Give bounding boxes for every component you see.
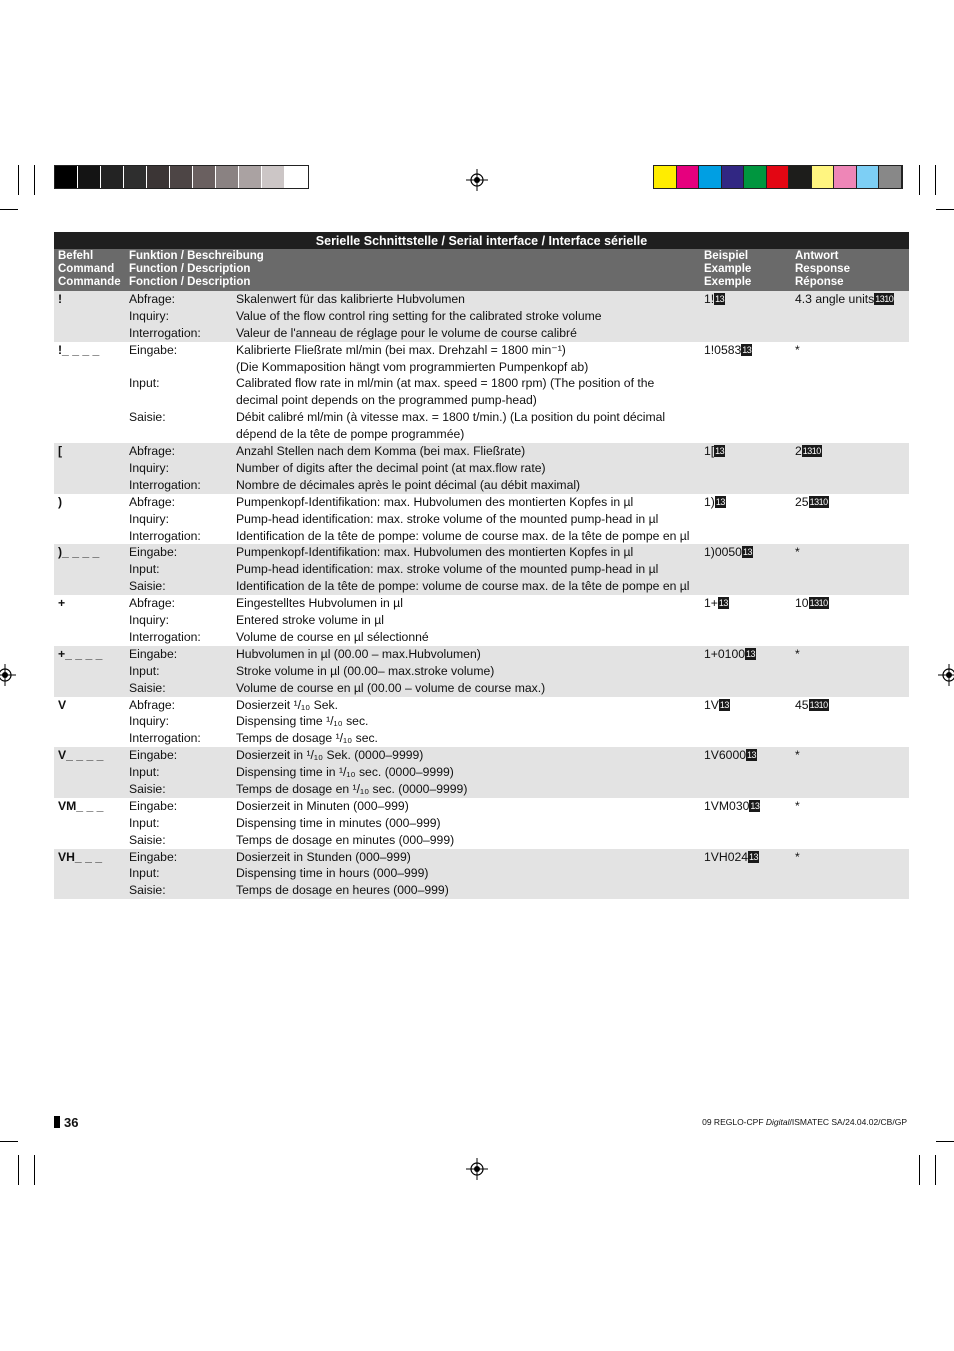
example-text: 1+ — [704, 596, 718, 611]
key-code-icon: 13 — [715, 496, 725, 507]
label-text: Saisie: — [129, 832, 166, 847]
example-cell — [704, 342, 752, 359]
example-text: 1!0583 — [704, 342, 742, 357]
label-text: Abfrage: — [129, 596, 176, 611]
serial-interface-table — [54, 232, 909, 899]
label-text: Saisie: — [129, 410, 166, 425]
label-text: Eingabe: — [129, 646, 178, 661]
gray-swatch — [170, 166, 193, 188]
answer-cell — [795, 798, 800, 815]
description-text: Number of digits after the decimal point (at max.flow rate) — [236, 460, 546, 475]
example-text: 1! — [704, 292, 715, 306]
description-text: Kalibrierte Fließrate ml/min (bei max. Drehzahl = 1800 min⁻¹) — [236, 342, 566, 357]
grayscale-calibration-bar — [54, 165, 309, 189]
example-cell — [704, 544, 753, 561]
label-text: Saisie: — [129, 680, 166, 695]
command-cell: ) — [58, 494, 63, 509]
answer-cell — [795, 544, 800, 561]
description-text: Dosierzeit in Minuten (000–999) — [236, 798, 409, 813]
answer-text: 10 — [795, 596, 809, 611]
key-code-icon: 13 — [742, 344, 752, 355]
command-cell: )_ _ _ _ — [58, 545, 100, 560]
table-row — [54, 494, 909, 545]
example-cell — [704, 646, 756, 663]
description-cell — [236, 595, 706, 646]
example-cell — [704, 798, 760, 815]
answer-cell — [795, 443, 822, 460]
example-text: 1+0100 — [704, 646, 746, 661]
example-cell — [704, 595, 729, 612]
key-code-icon: 1310 — [875, 294, 894, 304]
crop-mark — [936, 209, 954, 210]
description-text: Temps de dosage en heures (000–999) — [236, 883, 449, 898]
label-text: Saisie: — [129, 781, 166, 796]
description-text: Volume de course en µl sélectionné — [236, 629, 429, 644]
table-row — [54, 646, 909, 697]
key-code-icon: 13 — [719, 699, 729, 710]
table-row — [54, 291, 909, 342]
label-text: Abfrage: — [129, 292, 176, 306]
table-row — [54, 747, 909, 798]
gray-swatch — [147, 166, 170, 188]
answer-text: 45 — [795, 697, 809, 712]
label-text — [129, 392, 177, 409]
key-code-icon: 13 — [749, 851, 759, 862]
answer-cell — [795, 646, 800, 663]
table-row — [54, 697, 909, 748]
description-text: Eingestelltes Hubvolumen in µl — [236, 596, 403, 611]
label-text: Saisie: — [129, 579, 166, 594]
header-command: Befehl Command Commande — [58, 250, 121, 288]
crop-mark — [34, 1155, 35, 1185]
command-cell: VM_ _ _ — [58, 798, 104, 813]
command-cell: !_ _ _ _ — [58, 342, 100, 357]
key-code-icon: 13 — [718, 598, 728, 609]
key-code-icon: 13 — [747, 750, 757, 761]
label-cell — [129, 544, 177, 595]
description-text: Value of the flow control ring setting for the calibrated stroke volume — [236, 308, 602, 323]
table-row — [54, 544, 909, 595]
label-text: Abfrage: — [129, 494, 176, 509]
label-text — [129, 359, 177, 376]
label-text: Input: — [129, 815, 160, 830]
description-text: Pump-head identification: max. stroke volume of the mounted pump-head in µl — [236, 511, 659, 526]
description-cell — [236, 849, 706, 900]
crop-mark — [18, 165, 19, 195]
gray-swatch — [193, 166, 216, 188]
label-text: Eingabe: — [129, 545, 178, 560]
label-text: Inquiry: — [129, 308, 169, 323]
description-text: Dispensing time in minutes (000–999) — [236, 815, 441, 830]
key-code-icon: 1310 — [809, 699, 828, 710]
label-cell — [129, 443, 201, 494]
description-text: Pumpenkopf-Identifikation: max. Hubvolumen des montierten Kopfes in µl — [236, 545, 634, 560]
color-swatch — [812, 166, 835, 188]
description-text: Dosierzeit in Stunden (000–999) — [236, 849, 411, 864]
gray-swatch — [216, 166, 239, 188]
example-text: 1)0050 — [704, 545, 742, 560]
color-swatch — [767, 166, 790, 188]
table-row — [54, 595, 909, 646]
command-cell: +_ _ _ _ — [58, 646, 103, 661]
gray-swatch — [78, 166, 101, 188]
answer-cell — [795, 747, 800, 764]
label-text: Input: — [129, 663, 160, 678]
table-row — [54, 798, 909, 849]
label-text: Abfrage: — [129, 697, 176, 712]
crop-mark — [935, 1155, 936, 1185]
answer-cell — [795, 849, 800, 866]
registration-mark-icon — [466, 169, 488, 191]
crop-mark — [919, 1155, 920, 1185]
label-text: Interrogation: — [129, 477, 201, 492]
header-example: Beispiel Example Exemple — [704, 250, 752, 288]
example-cell — [704, 849, 759, 866]
description-cell — [236, 697, 706, 748]
description-text: decimal point depends on the programmed pump-head) — [236, 393, 537, 408]
label-text: Eingabe: — [129, 342, 178, 357]
description-text: Hubvolumen in µl (00.00 – max.Hubvolumen) — [236, 646, 481, 661]
gray-swatch — [285, 166, 308, 188]
example-text: 1[ — [704, 444, 715, 459]
answer-text: 4.3 angle units — [795, 292, 875, 306]
example-text: 1) — [704, 494, 715, 509]
answer-text: * — [795, 545, 800, 560]
color-swatch — [879, 166, 902, 188]
description-cell — [236, 443, 706, 494]
label-cell — [129, 798, 177, 849]
example-text: 1VH024 — [704, 849, 749, 864]
description-text: Nombre de décimales après le point décimal (au débit maximal) — [236, 477, 581, 492]
answer-cell — [795, 697, 829, 714]
color-swatch — [699, 166, 722, 188]
answer-text: * — [795, 798, 800, 813]
answer-cell — [795, 494, 829, 511]
description-text: Dosierzeit ¹/₁₀ Sek. — [236, 697, 338, 712]
label-text: Interrogation: — [129, 629, 201, 644]
crop-mark — [0, 209, 18, 210]
example-text: 1V — [704, 697, 719, 712]
table-row — [54, 849, 909, 900]
description-text: Pump-head identification: max. stroke volume of the mounted pump-head in µl — [236, 562, 659, 577]
table-title: Serielle Schnittstelle / Serial interface / Interface sérielle — [54, 232, 909, 249]
key-code-icon: 13 — [746, 648, 756, 659]
label-text: Interrogation: — [129, 325, 201, 340]
description-text: Dispensing time in ¹/₁₀ sec. (0000–9999) — [236, 765, 454, 780]
page-marker — [54, 1116, 60, 1128]
color-swatch — [722, 166, 745, 188]
description-text: Dosierzeit in ¹/₁₀ Sek. (0000–9999) — [236, 748, 424, 763]
registration-mark-icon — [466, 1158, 488, 1180]
label-text: Input: — [129, 376, 160, 391]
label-cell — [129, 747, 177, 798]
answer-text: * — [795, 646, 800, 661]
key-code-icon: 13 — [742, 547, 752, 558]
registration-mark-icon — [938, 664, 954, 686]
key-code-icon: 13 — [750, 800, 760, 811]
description-cell — [236, 747, 706, 798]
label-cell — [129, 494, 201, 545]
description-cell — [236, 291, 706, 342]
table-header — [54, 249, 909, 291]
label-text: Abfrage: — [129, 444, 176, 459]
label-text: Saisie: — [129, 883, 166, 898]
example-cell — [704, 747, 757, 764]
answer-cell — [795, 595, 829, 612]
answer-text: 25 — [795, 494, 809, 509]
answer-text: 2 — [795, 444, 802, 459]
label-cell — [129, 342, 177, 443]
description-text: Débit calibré ml/min (à vitesse max. = 1800 t/min.) (La position du point décimal — [236, 410, 666, 425]
command-cell: V — [58, 697, 67, 712]
description-cell — [236, 646, 706, 697]
color-swatch — [677, 166, 700, 188]
label-text: Eingabe: — [129, 748, 178, 763]
label-text: Inquiry: — [129, 460, 169, 475]
answer-text: * — [795, 748, 800, 763]
answer-cell — [795, 291, 894, 308]
color-swatch — [834, 166, 857, 188]
answer-text: * — [795, 342, 800, 357]
gray-swatch — [124, 166, 147, 188]
gray-swatch — [262, 166, 285, 188]
example-cell — [704, 291, 725, 308]
description-text: dépend de la tête de pompe programmée) — [236, 427, 465, 442]
crop-mark — [936, 1141, 954, 1142]
description-text: Identification de la tête de pompe: volume de course max. de la tête de pompe en µl — [236, 579, 690, 594]
description-text: Dispensing time in hours (000–999) — [236, 866, 429, 881]
label-text: Interrogation: — [129, 528, 201, 543]
page-number: 36 — [54, 1115, 78, 1130]
document-reference: 09 REGLO-CPF Digital/ISMATEC SA/24.04.02/CB/GP — [702, 1117, 907, 1127]
color-swatch — [857, 166, 880, 188]
description-cell — [236, 494, 706, 545]
key-code-icon: 1310 — [802, 446, 821, 457]
label-text: Input: — [129, 562, 160, 577]
example-cell — [704, 443, 725, 460]
table-body — [54, 291, 909, 899]
description-text: Valeur de l'anneau de réglage pour le volume de course calibré — [236, 325, 577, 340]
label-text: Eingabe: — [129, 798, 178, 813]
description-text: Skalenwert für das kalibrierte Hubvolumen — [236, 292, 465, 306]
color-swatch — [744, 166, 767, 188]
label-text: Interrogation: — [129, 731, 201, 746]
description-cell — [236, 544, 706, 595]
description-text: Dispensing time ¹/₁₀ sec. — [236, 714, 369, 729]
description-text: Identification de la tête de pompe: volume de course max. de la tête de pompe en µl — [236, 528, 690, 543]
command-cell: VH_ _ _ — [58, 849, 103, 864]
label-text: Input: — [129, 765, 160, 780]
registration-mark-icon — [0, 664, 16, 686]
description-text: Entered stroke volume in µl — [236, 613, 384, 628]
description-text: (Die Kommaposition hängt vom programmierten Pumpenkopf ab) — [236, 359, 589, 374]
header-response: Antwort Response Réponse — [795, 250, 850, 288]
crop-mark — [919, 165, 920, 195]
table-row — [54, 443, 909, 494]
label-text: Inquiry: — [129, 511, 169, 526]
answer-cell — [795, 342, 800, 359]
key-code-icon: 1310 — [809, 496, 828, 507]
label-text: Inquiry: — [129, 714, 169, 729]
key-code-icon: 13 — [715, 446, 725, 457]
key-code-icon: 13 — [715, 294, 725, 304]
header-function: Funktion / Beschreibung Function / Description Fonction / Description — [129, 250, 264, 288]
crop-mark — [0, 1141, 18, 1142]
description-text: Volume de course en µl (00.00 – volume de course max.) — [236, 680, 546, 695]
description-text: Calibrated flow rate in ml/min (at max. speed = 1800 rpm) (The position of the — [236, 376, 655, 391]
gray-swatch — [239, 166, 262, 188]
example-cell — [704, 494, 726, 511]
table-row — [54, 342, 909, 443]
description-text: Pumpenkopf-Identifikation: max. Hubvolumen des montierten Kopfes in µl — [236, 494, 634, 509]
color-calibration-bar — [653, 165, 903, 189]
description-text: Temps de dosage en minutes (000–999) — [236, 832, 455, 847]
label-cell — [129, 595, 201, 646]
color-swatch — [654, 166, 677, 188]
description-text: Anzahl Stellen nach dem Komma (bei max. Fließrate) — [236, 444, 526, 459]
label-cell — [129, 697, 201, 748]
description-text: Temps de dosage en ¹/₁₀ sec. (0000–9999) — [236, 781, 468, 796]
example-text: 1VM030 — [704, 798, 750, 813]
color-swatch — [789, 166, 812, 188]
command-cell: ! — [58, 292, 63, 306]
label-text: Inquiry: — [129, 613, 169, 628]
gray-swatch — [101, 166, 124, 188]
description-text: Temps de dosage ¹/₁₀ sec. — [236, 731, 378, 746]
answer-text: * — [795, 849, 800, 864]
gray-swatch — [55, 166, 78, 188]
description-cell — [236, 342, 706, 443]
label-cell — [129, 646, 177, 697]
description-cell — [236, 798, 706, 849]
example-cell — [704, 697, 730, 714]
description-text: Stroke volume in µl (00.00– max.stroke volume) — [236, 663, 495, 678]
command-cell: V_ _ _ _ — [58, 748, 104, 763]
crop-mark — [34, 165, 35, 195]
label-text: Input: — [129, 866, 160, 881]
command-cell: [ — [58, 444, 63, 459]
label-cell — [129, 849, 177, 900]
label-cell — [129, 291, 201, 342]
command-cell: + — [58, 596, 66, 611]
key-code-icon: 1310 — [809, 598, 828, 609]
example-text: 1V6000 — [704, 748, 747, 763]
label-text: Eingabe: — [129, 849, 178, 864]
crop-mark — [18, 1155, 19, 1185]
crop-mark — [935, 165, 936, 195]
label-text — [129, 426, 177, 443]
